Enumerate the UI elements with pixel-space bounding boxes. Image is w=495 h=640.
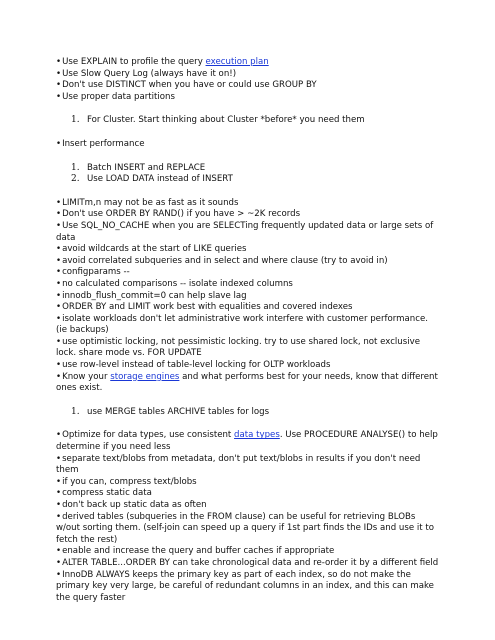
bullet-line: •Know your storage engines and what performs best for your needs, know that different ones exist. <box>56 371 438 394</box>
bullet-mark: • <box>56 278 62 289</box>
numbered-item: 1. use MERGE tables ARCHIVE tables for logs <box>71 406 270 417</box>
bullet-mark: • <box>56 546 62 557</box>
numbered-item: 2. Use LOAD DATA instead of INSERT <box>71 174 233 185</box>
bullet-mark: • <box>56 267 62 278</box>
tips-block-4 <box>56 430 440 604</box>
tips-block-1 <box>56 57 440 103</box>
bullet-mark: • <box>56 313 62 324</box>
document-body <box>56 57 440 604</box>
bullet-line: •use optimistic locking, not pessimistic locking. try to use shared lock, not exclusive lock. share mode vs. FOR UPDATE <box>56 336 420 359</box>
bullet-mark: • <box>56 255 62 266</box>
bullet-line: •ALTER TABLE...ORDER BY can take chronological data and re-order it by a different field <box>56 557 439 568</box>
bullet-mark: • <box>56 68 62 79</box>
bullet-mark: • <box>56 569 62 580</box>
execution-plan-link[interactable]: execution plan <box>205 57 269 67</box>
bullet-line: •Insert performance <box>56 138 145 149</box>
bullet-line: •if you can, compress text/blobs <box>56 476 197 487</box>
numbered-item: 1. For Cluster. Start thinking about Cluster *before* you need them <box>71 115 365 126</box>
bullet-line: •avoid correlated subqueries and in select and where clause (try to avoid in) <box>56 255 388 266</box>
bullet-line: •enable and increase the query and buffer caches if appropriate <box>56 546 335 557</box>
bullet-line: •separate text/blobs from metadata, don't put text/blobs in results if you don't need them <box>56 453 421 476</box>
bullet-mark: • <box>56 91 62 102</box>
bullet-line: •ORDER BY and LIMIT work best with equalities and covered indexes <box>56 302 353 313</box>
bullet-line: •configparams -- <box>56 267 130 278</box>
bullet-mark: • <box>56 57 62 67</box>
bullet-line: •innodb_flush_commit=0 can help slave lag <box>56 290 247 301</box>
bullet-line: •Use Slow Query Log (always have it on!) <box>56 68 237 79</box>
bullet-mark: • <box>56 80 62 91</box>
bullet-mark: • <box>56 453 62 464</box>
bullet-mark: • <box>56 244 62 255</box>
bullet-mark: • <box>56 476 62 487</box>
bullet-line: •Don't use DISTINCT when you have or could use GROUP BY <box>56 80 317 91</box>
bullet-line: •derived tables (subqueries in the FROM clause) can be useful for retrieving BLOBs w/out sorting them. (self-join can speed up a query if 1st part finds the IDs and use it to fetch the rest) <box>56 511 434 545</box>
bullet-mark: • <box>56 430 62 441</box>
bullet-line: •InnoDB ALWAYS keeps the primary key as part of each index, so do not make the primary key very large, be careful of redundant columns in an index, and this can make the query faster <box>56 569 434 603</box>
bullet-mark: • <box>56 500 62 510</box>
tips-block-3 <box>56 198 440 395</box>
bullet-line: •don't back up static data as often <box>56 500 207 510</box>
bullet-line: •Use proper data partitions <box>56 91 175 102</box>
data-types-link[interactable]: data types <box>234 430 280 441</box>
bullet-line: •Use EXPLAIN to profile the query execution plan <box>56 57 269 67</box>
bullet-mark: • <box>56 511 62 522</box>
bullet-mark: • <box>56 220 62 231</box>
bullet-line: •Optimize for data types, use consistent data types. Use PROCEDURE ANALYSE() to help determine if you need less <box>56 430 438 453</box>
bullet-mark: • <box>56 138 62 149</box>
bullet-line: •avoid wildcards at the start of LIKE queries <box>56 244 247 255</box>
numbered-item: 1. Batch INSERT and REPLACE <box>71 162 206 173</box>
bullet-mark: • <box>56 488 62 499</box>
bullet-mark: • <box>56 302 62 313</box>
bullet-mark: • <box>56 290 62 301</box>
bullet-mark: • <box>56 209 62 220</box>
bullet-mark: • <box>56 336 62 347</box>
bullet-line: •Use SQL_NO_CACHE when you are SELECTing frequently updated data or large sets of data <box>56 220 434 243</box>
bullet-line: •isolate workloads don't let administrative work interfere with customer performance. (ie backups) <box>56 313 428 336</box>
bullet-mark: • <box>56 360 62 371</box>
bullet-mark: • <box>56 197 62 208</box>
storage-engines-link[interactable]: storage engines <box>110 371 180 382</box>
bullet-line: •LIMITm,n may not be as fast as it sounds <box>56 197 239 208</box>
bullet-line: •use row-level instead of table-level locking for OLTP workloads <box>56 360 331 371</box>
bullet-mark: • <box>56 371 62 382</box>
bullet-line: •Don't use ORDER BY RAND() if you have > ~2K records <box>56 209 301 220</box>
bullet-line: •no calculated comparisons -- isolate indexed columns <box>56 278 293 289</box>
bullet-mark: • <box>56 557 62 568</box>
bullet-line: •compress static data <box>56 488 152 499</box>
